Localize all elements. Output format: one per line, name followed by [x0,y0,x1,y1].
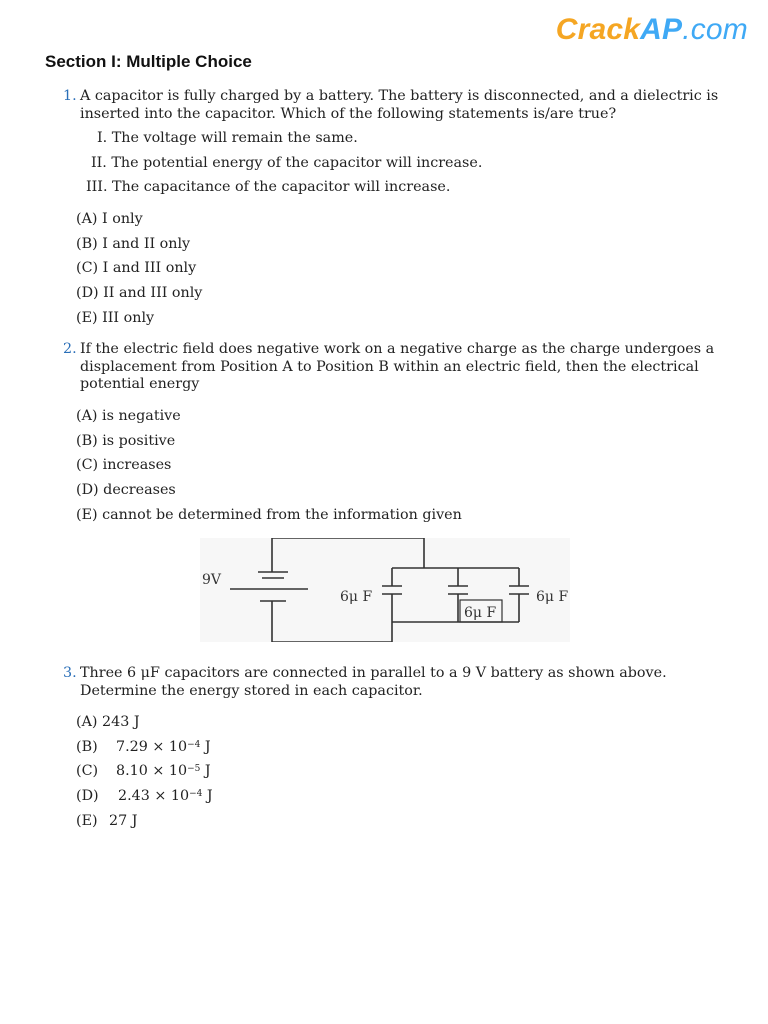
option-a[interactable] [76,714,140,732]
cap-left-label: 6μ F [340,589,373,605]
statement-3: III. The capacitance of the capacitor will increase. [86,179,451,195]
question-number: 2. [63,341,77,357]
option-d[interactable]: (D) decreases [76,482,176,498]
circuit-svg [200,538,570,642]
option-exponent: −4 [189,789,203,799]
option-value: 243 J [102,714,140,730]
cap-mid-label: 6μ F [464,605,497,621]
option-b[interactable]: (B) I and II only [76,236,191,252]
battery-label: 9V [202,572,222,588]
question-1 [63,88,733,123]
logo-com: .com [682,13,748,46]
question-3 [63,665,733,700]
option-c[interactable]: (C) increases [76,457,172,473]
option-value: 7.29 × 10 [116,739,188,755]
circuit-diagram [200,538,570,642]
option-e[interactable]: (E) III only [76,310,155,326]
option-c[interactable]: (C) I and III only [76,260,197,276]
cap-right-label: 6μ F [536,589,569,605]
option-d[interactable]: (D) II and III only [76,285,203,301]
option-a[interactable]: (A) is negative [76,408,181,424]
option-a[interactable]: (A) I only [76,211,143,227]
option-e[interactable] [76,813,137,831]
question-text: A capacitor is fully charged by a battery. The battery is disconnected, and a dielectric is inserted into the capacitor. Which of the following statements is/are true? [80,88,719,122]
option-value: 2.43 × 10 [118,788,190,804]
option-unit: J [200,763,211,779]
option-label: (C) [76,763,99,779]
option-b[interactable]: (B) is positive [76,433,176,449]
option-d[interactable] [76,788,213,806]
logo-ap: AP [640,13,683,46]
logo-crack: Crack [555,13,641,46]
option-label: (B) [76,739,98,755]
option-c[interactable] [76,763,211,781]
option-unit: J [200,739,211,755]
option-value: 27 J [109,813,138,829]
option-exponent: −4 [187,740,201,750]
option-b[interactable] [76,739,211,757]
option-value: 8.10 × 10 [116,763,188,779]
option-e[interactable]: (E) cannot be determined from the information given [76,507,462,523]
option-label: (A) [76,714,98,730]
option-label: (D) [76,788,99,804]
statement-1: I. The voltage will remain the same. [97,130,358,146]
option-exponent: −5 [187,764,201,774]
question-text: Three 6 μF capacitors are connected in parallel to a 9 V battery as shown above. Determine the energy stored in each capacitor. [80,665,667,699]
option-label: (E) [76,813,98,829]
question-2 [63,341,733,394]
question-text: If the electric field does negative work on a negative charge as the charge undergoes a displacement from Position A to Position B within an electric field, then the electrical potential energy [80,341,715,392]
crackap-logo [556,13,748,47]
option-unit: J [202,788,213,804]
diagram-background [200,538,570,642]
statement-2: II. The potential energy of the capacitor will increase. [91,155,483,171]
question-number: 1. [63,88,77,104]
question-number: 3. [63,665,77,681]
section-title: Section I: Multiple Choice [45,52,252,71]
